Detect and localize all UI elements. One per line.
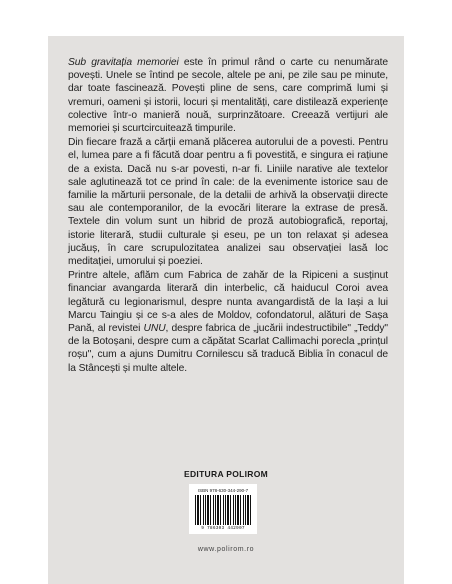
barcode-icon [195, 495, 251, 525]
magazine-title: UNU [143, 323, 166, 335]
blurb-paragraph-3-part-a: Printre altele, aflăm cum Fabrica de zahăr de la Ripiceni a susținut financiar avangarda literară din interbelic, că haiducul Coroi avea legătură cu legionarismul, despre nunta avangardistă de la Iași a lui Marcu Taingiu și ce s-a ales de Moldov, cofondatorul, alături de Sașa Pană, al revistei [68, 270, 388, 335]
blurb-text [68, 56, 388, 376]
isbn-label: ISBN 978-630-344-290-7 [197, 488, 249, 493]
back-cover [48, 36, 404, 584]
blurb-paragraph-1 [68, 56, 388, 135]
blurb-paragraph-2: Din fiecare frază a cărții emană plăcerea autorului de a povesti. Pentru el, lumea pare a fi făcută doar pentru a fi povestită, e singura ei rațiune de a exista. Dacă nu s-ar povesti, n-ar fi. Liniile narative ale textelor sale aglutinează tot ce prind în cale: de la evenimente istorice sau de familie la mărturii personale, de la detalii de arhivă la observații directe sau ale contemporanilor, de la evocări literare la extrase de presă. Textele din volum sunt un hibrid de proză autobiografică, reportaj, istorie literară, studii culturale și eseu, pe un ton relaxat și adesea jucăuș, în care scrupulozitatea analizei sau observației lasă loc meditației, umorului și poeziei. [68, 137, 388, 268]
blurb-paragraph-1-text: este în primul rând o carte cu nenumărate povești. Unele se întind pe secole, altele pe ani, pe zile sau pe minute, dar toate fascinează. Povești pline de sens, care comprimă lumi și vremuri, oameni și istorii, locuri și mentalități, care distilează experiențe colective într-o manieră nouă, surprinzătoare. Creează vertijuri ale memoriei și scurtcircuitează timpurile. [68, 57, 388, 135]
publisher-website: www.polirom.ro [197, 546, 255, 553]
blurb-paragraph-3-part-b: , despre fabrica de „jucării indestructibile" „Teddy" de la Botoșani, despre cum a căpătat Scarlat Callimachi porecla „prințul roșu", cum a ajuns Dumitru Cornilescu să traducă Biblia în conacul de la Stâncești și multe altele. [68, 323, 388, 374]
book-title: Sub gravitația memoriei [68, 57, 179, 68]
barcode-panel [189, 484, 257, 534]
blurb-paragraph-3 [68, 269, 388, 375]
barcode-digits: 9 786303 442907 [201, 526, 245, 531]
publisher-name: EDITURA POLIROM [184, 469, 268, 479]
